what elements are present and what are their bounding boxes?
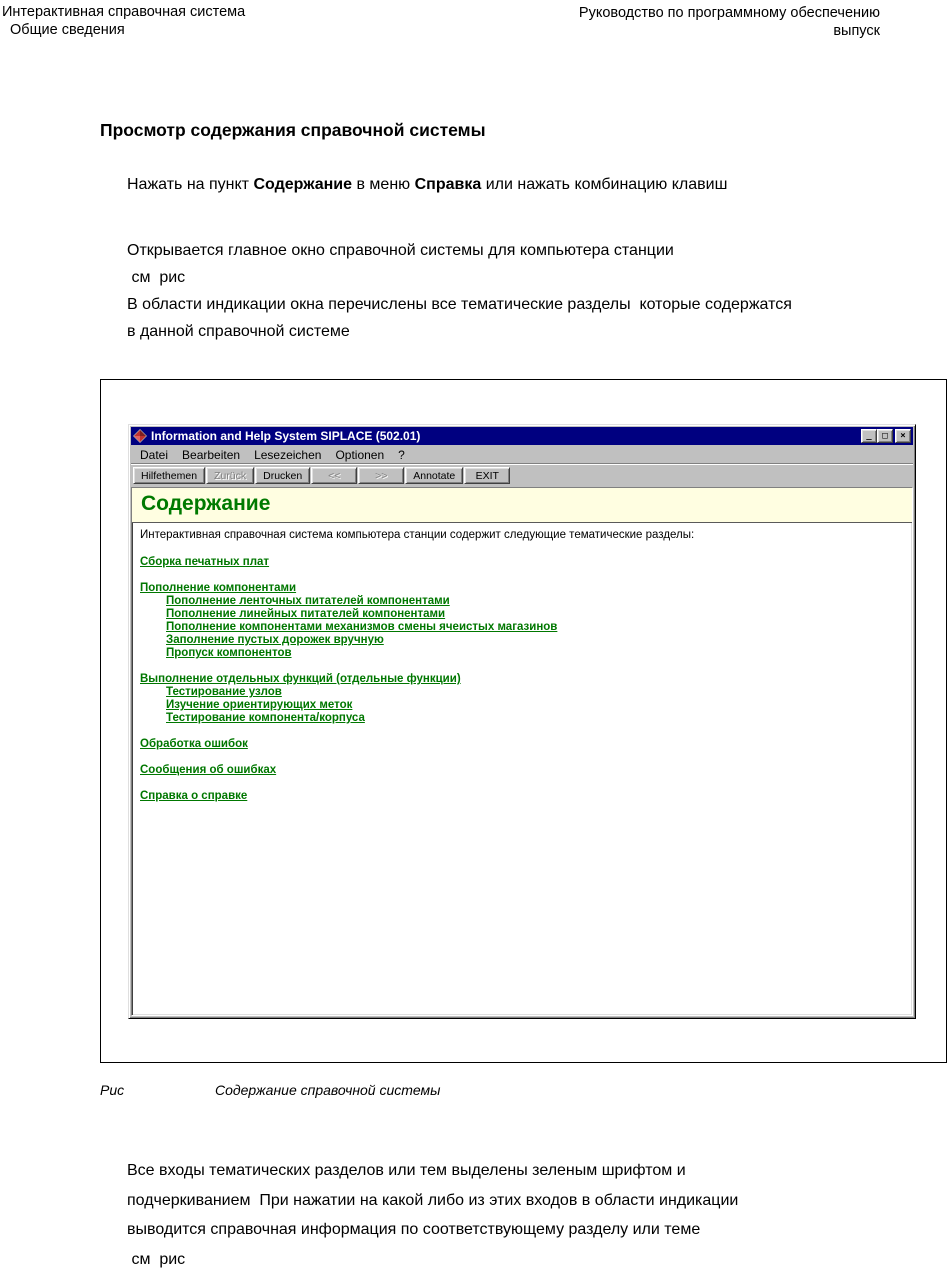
topic-link[interactable]: Пополнение линейных питателей компонентами — [166, 608, 446, 620]
paragraph-instruction — [127, 176, 727, 194]
toolbar-button-hilfethemen[interactable]: Hilfethemen — [133, 467, 205, 484]
topic-link[interactable]: Обработка ошибок — [140, 738, 248, 750]
menu-bar — [131, 445, 913, 464]
toolbar-button-exit[interactable]: EXIT — [464, 467, 510, 484]
topic-link[interactable]: Справка о справке — [140, 790, 248, 802]
page-header-chapter: Общие сведения — [10, 22, 125, 38]
contents-heading-band — [132, 488, 912, 523]
paragraph-line: см рис — [127, 269, 186, 286]
toolbar-button-drucken[interactable]: Drucken — [255, 467, 310, 484]
help-content — [132, 523, 912, 1015]
page-header-release: выпуск — [833, 23, 880, 39]
maximize-button[interactable]: □ — [877, 429, 893, 443]
paragraph-line: подчеркиванием При нажатии на какой либо из этих входов в области индикации — [127, 1191, 739, 1209]
paragraph-line: Открывается главное окно справочной системы для компьютера станции — [127, 242, 674, 259]
toolbar — [131, 464, 913, 486]
paragraph-links-explanation — [127, 1156, 942, 1274]
window-titlebar — [131, 427, 913, 445]
paragraph-line: см рис — [127, 1250, 186, 1268]
page-header-system-title: Интерактивная справочная система — [2, 4, 246, 20]
topic-link[interactable]: Заполнение пустых дорожек вручную — [166, 634, 384, 646]
paragraph-line: в данной справочной системе — [127, 323, 350, 340]
topic-link[interactable]: Тестирование узлов — [166, 686, 282, 698]
page-header-right — [579, 4, 880, 40]
topic-link[interactable]: Пополнение компонентами механизмов смены ячеистых магазинов — [166, 621, 558, 633]
topic-link[interactable]: Изучение ориентирующих меток — [166, 699, 353, 711]
topic-link[interactable]: Пополнение ленточных питателей компонентами — [166, 595, 450, 607]
siplace-logo-icon — [133, 429, 147, 443]
window-title: Information and Help System SIPLACE (502.01) — [151, 429, 421, 443]
topic-link[interactable]: Тестирование компонента/корпуса — [166, 712, 365, 724]
toolbar-button-page-back[interactable]: << — [311, 467, 357, 484]
topic-link[interactable]: Сборка печатных плат — [140, 556, 270, 568]
figure-frame — [100, 379, 947, 1063]
topic-link[interactable]: Сообщения об ошибках — [140, 764, 277, 776]
topic-link[interactable]: Пополнение компонентами — [140, 582, 297, 594]
toolbar-button-page-forward[interactable]: >> — [358, 467, 404, 484]
figure-caption-label: Рис — [100, 1082, 125, 1098]
topic-links — [140, 556, 904, 803]
paragraph-description — [127, 237, 947, 345]
section-title: Просмотр содержания справочной системы — [100, 120, 486, 140]
contents-heading: Содержание — [141, 492, 271, 515]
contents-intro: Интерактивная справочная система компьютера станции содержит следующие тематические разделы: — [140, 529, 695, 541]
paragraph-text: Нажать на пункт — [127, 176, 254, 193]
menu-item-bearbeiten[interactable]: Bearbeiten — [182, 447, 241, 462]
minimize-button[interactable]: _ — [861, 429, 877, 443]
menu-item-help[interactable]: ? — [398, 447, 405, 462]
menu-item-lesezeichen[interactable]: Lesezeichen — [254, 447, 322, 462]
help-window — [128, 424, 916, 1019]
figure-caption-text: Содержание справочной системы — [215, 1082, 441, 1098]
menu-item-datei[interactable]: Datei — [140, 447, 169, 462]
menu-item-optionen[interactable]: Optionen — [335, 447, 385, 462]
toolbar-button-zurueck[interactable]: Zurück — [206, 467, 254, 484]
paragraph-text: или нажать комбинацию клавиш — [481, 176, 728, 193]
paragraph-line: В области индикации окна перечислены все тематические разделы которые содержатся — [127, 296, 792, 313]
close-button[interactable]: × — [895, 429, 911, 443]
menu-name-bold: Справка — [414, 176, 482, 193]
toolbar-button-annotate[interactable]: Annotate — [405, 467, 463, 484]
page-header-manual-title: Руководство по программному обеспечению — [578, 5, 880, 21]
paragraph-line: Все входы тематических разделов или тем выделены зеленым шрифтом и — [127, 1162, 686, 1179]
topic-link[interactable]: Пропуск компонентов — [166, 647, 292, 659]
menu-item-name-bold: Содержание — [253, 176, 353, 193]
help-client-area — [131, 487, 913, 1016]
paragraph-line: выводится справочная информация по соответствующему разделу или теме — [127, 1221, 701, 1238]
topic-link[interactable]: Выполнение отдельных функций (отдельные функции) — [140, 673, 461, 685]
paragraph-text: в меню — [352, 176, 415, 193]
